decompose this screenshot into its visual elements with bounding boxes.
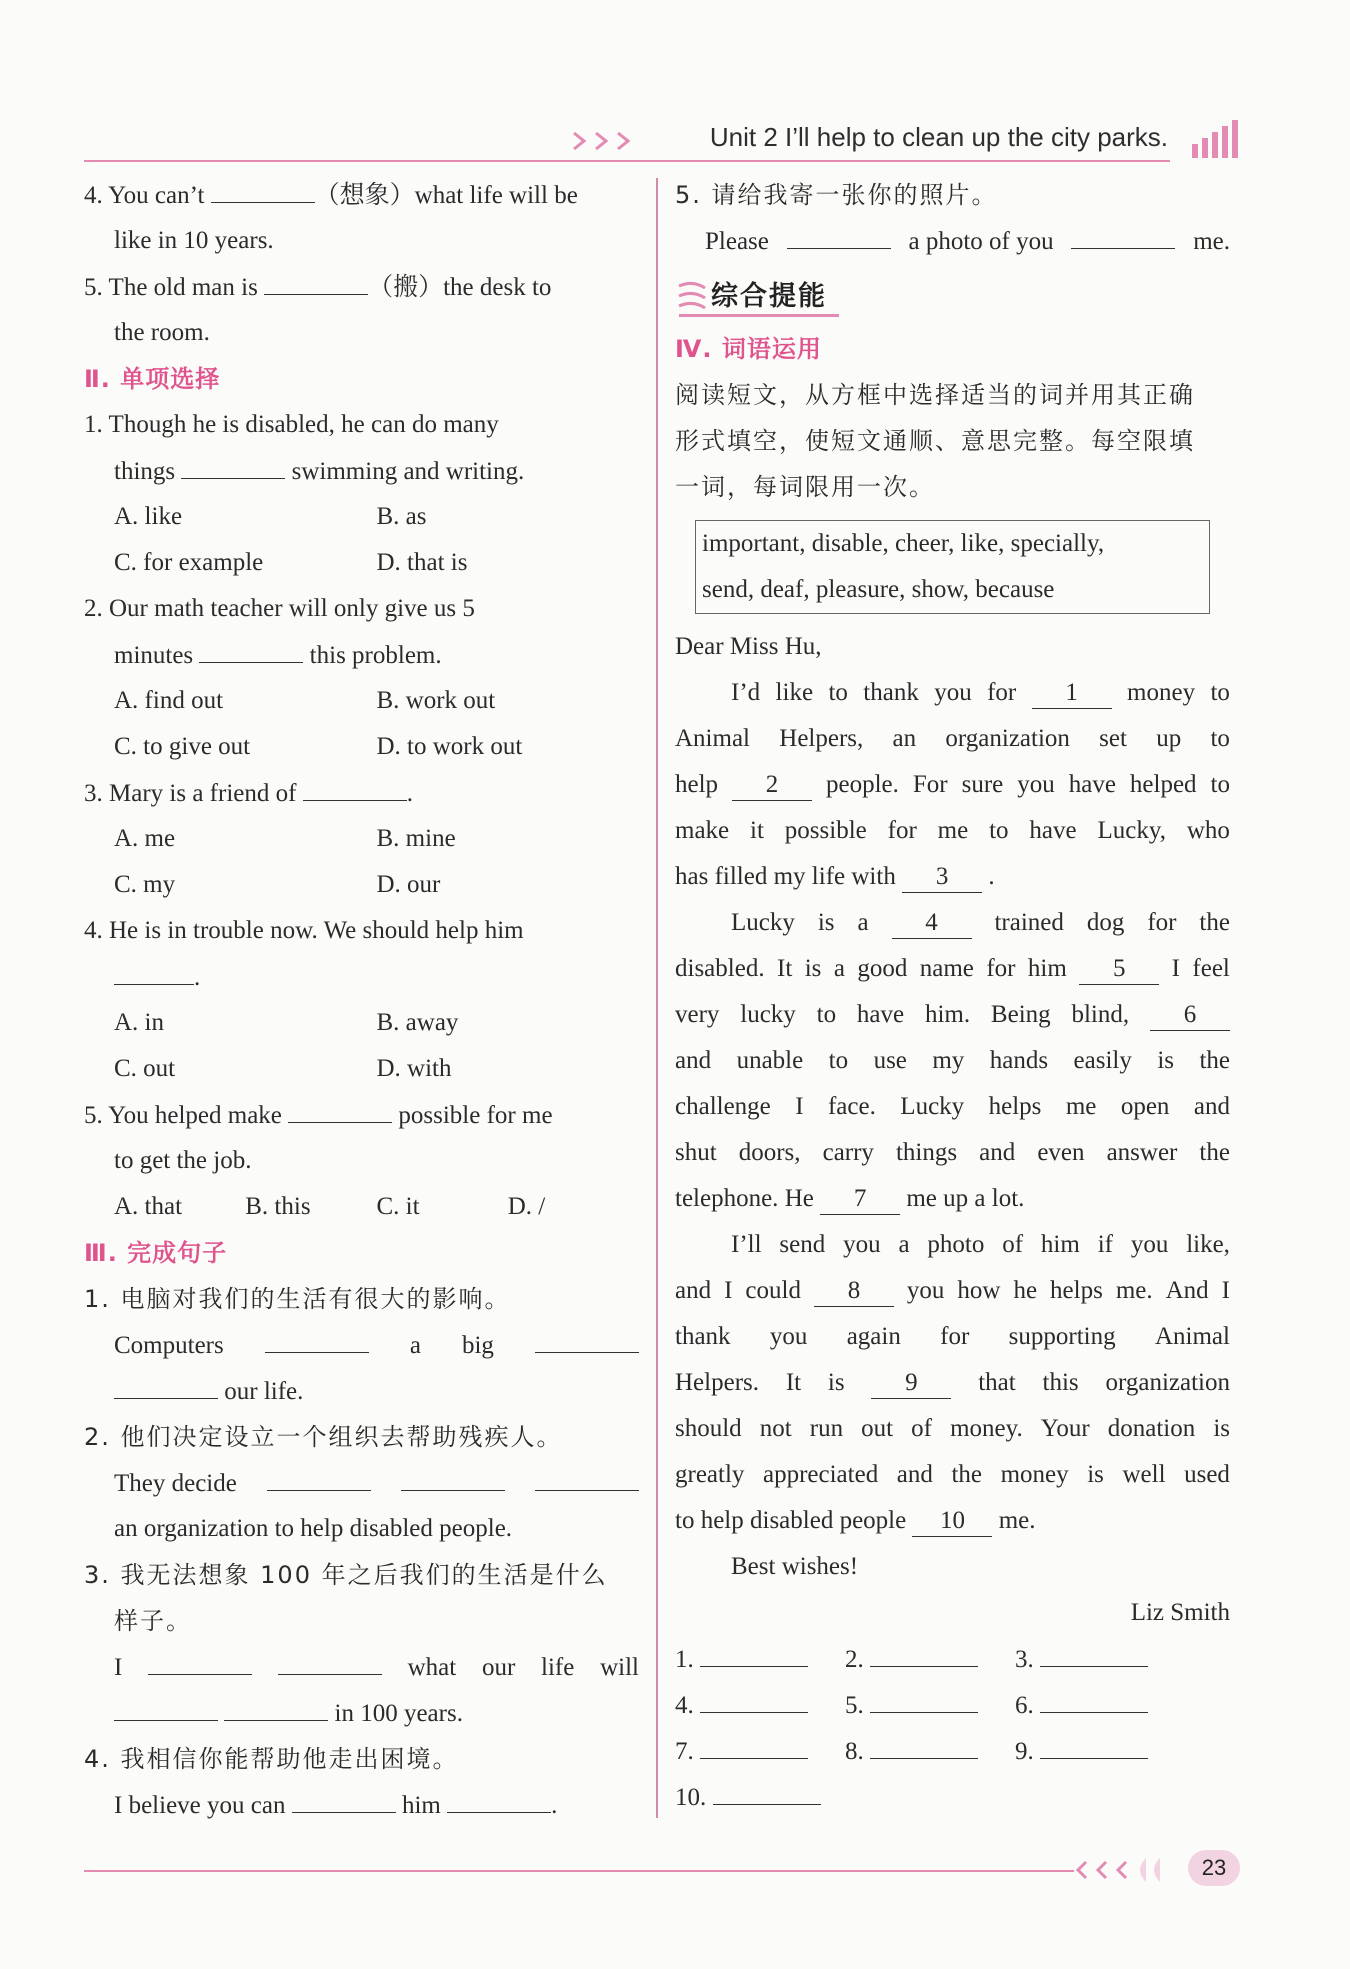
numbered-blank[interactable]: 4 [892,908,972,939]
passage-line: I’d like to thank you for 1 money to [675,670,1230,716]
answer-blank[interactable] [700,1728,808,1759]
answer-slot: 1. [675,1636,845,1682]
question-5-fill: 5. The old man is （搬）the desk to [84,264,639,310]
pen-stroke-icon [675,276,709,316]
answer-blank[interactable] [700,1682,808,1713]
mc-question-3: 3. Mary is a friend of . [84,770,639,816]
passage-line: should not run out of money. Your donation is [675,1415,1230,1442]
header-rule [84,160,1170,162]
answer-blank[interactable] [870,1728,978,1759]
answer-slot: 9. [1015,1728,1185,1774]
passage-line: greatly appreciated and the money is well used [675,1461,1230,1488]
numbered-blank[interactable]: 6 [1150,1000,1230,1031]
answer-slot: 5. [845,1682,1015,1728]
passage-line: telephone. He 7 me up a lot. [675,1176,1230,1222]
mc-options-1a: A. like B. as [114,503,427,530]
passage-line: disabled. It is a good name for him 5 I feel [675,946,1230,992]
passage-line: and unable to use my hands easily is the [675,1047,1230,1074]
triple-arrow-icon [570,130,640,152]
numbered-blank[interactable]: 5 [1079,954,1159,985]
letter-greeting: Dear Miss Hu, [675,633,822,660]
sentence-5-fill: Please a photo of you me. [675,218,1230,264]
sentence-4-fill: I believe you can him . [84,1782,639,1828]
passage-line: challenge I face. Lucky helps me open and [675,1093,1230,1120]
instructions: 阅读短文，从方框中选择适当的词并用其正确 [675,381,1195,409]
numbered-blank[interactable]: 10 [912,1506,992,1537]
letter-passage [675,670,1230,1544]
answer-blank[interactable] [713,1774,821,1805]
sentence-4-chinese: 4. 我相信你能帮助他走出困境。 [84,1745,459,1773]
numbered-blank[interactable]: 3 [902,862,982,893]
passage-line: make it possible for me to have Lucky, who [675,817,1230,844]
answer-slot: 6. [1015,1682,1185,1728]
word-box: important, disable, cheer, like, specially, send, deaf, pleasure, show, because [695,520,1210,614]
answer-blank[interactable] [870,1636,978,1667]
answer-slot: 2. [845,1636,1015,1682]
passage-line: has filled my life with 3 . [675,854,1230,900]
left-column: 4. You can’t （想象）what life will be like in 10 years. 5. The old man is （搬）the desk to the room. Ⅱ. 单项选择 1. Though he is disabled, he can do many things swimming and writing. A. like B. as C. for example D. that is 2. Our math teacher will only give us 5 minutes this problem. A. find out B. work out C. to give out D. to work out 3. Mary is a friend of . A. me B. mine C. my D. our 4. He is in trouble now. We should help him . A. in B. away C. out D. with 5. You helped make possible for me to get the job. A. that B. this C. it D. / Ⅲ. 完成句子 1. 电脑对我们的生活有很大的影响。 Computers a big our life. 2. 他们决定设立一个组织去帮助残疾人。 They decide an organization to help disabled people. 3. 我无法想象 100 年之后我们的生活是什么 样子。 I what our life will in 100 years. 4. 我相信你能帮助他走出困境。 I believe you can him . [84,172,639,1828]
passage-line: thank you again for supporting Animal [675,1323,1230,1350]
passage-line: and I could 8 you how he helps me. And I [675,1268,1230,1314]
mc-question-5: 5. You helped make possible for me [84,1092,639,1138]
numbered-blank[interactable]: 7 [820,1184,900,1215]
answer-blank[interactable] [1040,1682,1148,1713]
answer-blank[interactable] [288,1092,392,1123]
answer-blank[interactable] [870,1682,978,1713]
numbered-blank[interactable]: 8 [814,1276,894,1307]
passage-line: very lucky to have him. Being blind, 6 [675,992,1230,1038]
sentence-2-fill: They decide [84,1460,639,1506]
answer-slot: 7. [675,1728,845,1774]
sentence-1-fill: Computers a big [84,1322,639,1368]
answer-slot: 8. [845,1728,1015,1774]
answer-blank[interactable] [303,770,407,801]
answer-slot: 3. [1015,1636,1185,1682]
section-heading-3: Ⅲ. 完成句子 [84,1239,228,1267]
sentence-5-chinese: 5. 请给我寄一张你的照片。 [675,181,998,209]
sentence-3-chinese: 3. 我无法想象 100 年之后我们的生活是什么 [84,1561,608,1589]
answer-blank[interactable] [114,954,194,985]
sentence-1-chinese: 1. 电脑对我们的生活有很大的影响。 [84,1285,511,1313]
passage-line: I’ll send you a photo of him if you like, [731,1231,1230,1258]
question-4-fill: 4. You can’t （想象）what life will be [84,172,639,218]
unit-title: Unit 2 I’ll help to clean up the city parks. [709,122,1168,152]
mc-question-1: 1. Though he is disabled, he can do many [84,411,499,438]
page-number: 23 [1188,1850,1240,1886]
footer-rule [84,1870,1074,1872]
answer-blank[interactable] [700,1636,808,1667]
mc-question-2: 2. Our math teacher will only give us 5 [84,595,475,622]
answer-slot: 4. [675,1682,845,1728]
page-footer [84,1850,1240,1890]
column-divider [656,178,658,1818]
answer-blank[interactable] [181,448,285,479]
passage-line: Helpers. It is 9 that this organization [675,1360,1230,1406]
passage-line: help 2 people. For sure you have helped to [675,762,1230,808]
sentence-3-fill: I what our life will [84,1644,639,1690]
answer-blank[interactable] [211,172,315,203]
mc-question-4: 4. He is in trouble now. We should help him [84,917,524,944]
mc-options-1b: C. for example D. that is [114,549,468,576]
numbered-blank[interactable]: 9 [871,1368,951,1399]
answer-slot: 10. [675,1774,845,1820]
letter-signature: Liz Smith [1130,1599,1230,1626]
section-heading-2: Ⅱ. 单项选择 [84,365,221,393]
answer-blank[interactable] [264,264,368,295]
answer-blank[interactable] [199,632,303,663]
answer-blank[interactable] [1040,1728,1148,1759]
right-column: 5. 请给我寄一张你的照片。 Please a photo of you me. 综合提能 Ⅳ. 词语运用 阅读短文，从方框中选择适当的词并用其正确 形式填空，使短文通顺、意思完整。每空限填 一词，每词限用一次。 important, disable, cheer, like, specially, send, deaf, pleasure, show, because Dear Miss Hu, I’d like to thank you for 1 money to Animal Helpers, an organization set up to help 2 people. For sure you have helped to make it possible for me to have Lucky, who has filled my life with 3 . Lucky is a 4 trained dog for the disabled. It is a good name for him 5 I feel very lucky to have him. Being blind, 6 and unable to use my hands easily is the challenge I face. Lucky helps me open and shut doors, carry things and even answer the telephone. He 7 me up a lot. I’ll send you a photo of him if you like, and I could 8 you how he helps me. And I thank you again for supporting Animal Helpers. It is 9 that this organization should not run out of money. Your donation is greatly appreciated and the money is well used to help disabled people 10 me. Best wishes! Liz Smith 1. 2. 3. 4. 5. 6. 7. 8. 9. 10. [675,172,1230,1820]
passage-line: to help disabled people 10 me. [675,1498,1230,1544]
passage-line: shut doors, carry things and even answer the [675,1139,1230,1166]
numbered-blank[interactable]: 2 [732,770,812,801]
numbered-blank[interactable]: 1 [1032,678,1112,709]
letter-closing: Best wishes! [731,1553,859,1580]
passage-line: Lucky is a 4 trained dog for the [675,900,1230,946]
section-banner: 综合提能 [675,270,1230,322]
page-header [84,118,1240,162]
bar-graph-icon [1188,118,1240,158]
answer-blank[interactable] [1040,1636,1148,1667]
sentence-2-chinese: 2. 他们决定设立一个组织去帮助残疾人。 [84,1423,563,1451]
answer-grid [675,1636,1230,1820]
passage-line: Animal Helpers, an organization set up to [675,725,1230,752]
section-heading-4: Ⅳ. 词语运用 [675,335,822,363]
